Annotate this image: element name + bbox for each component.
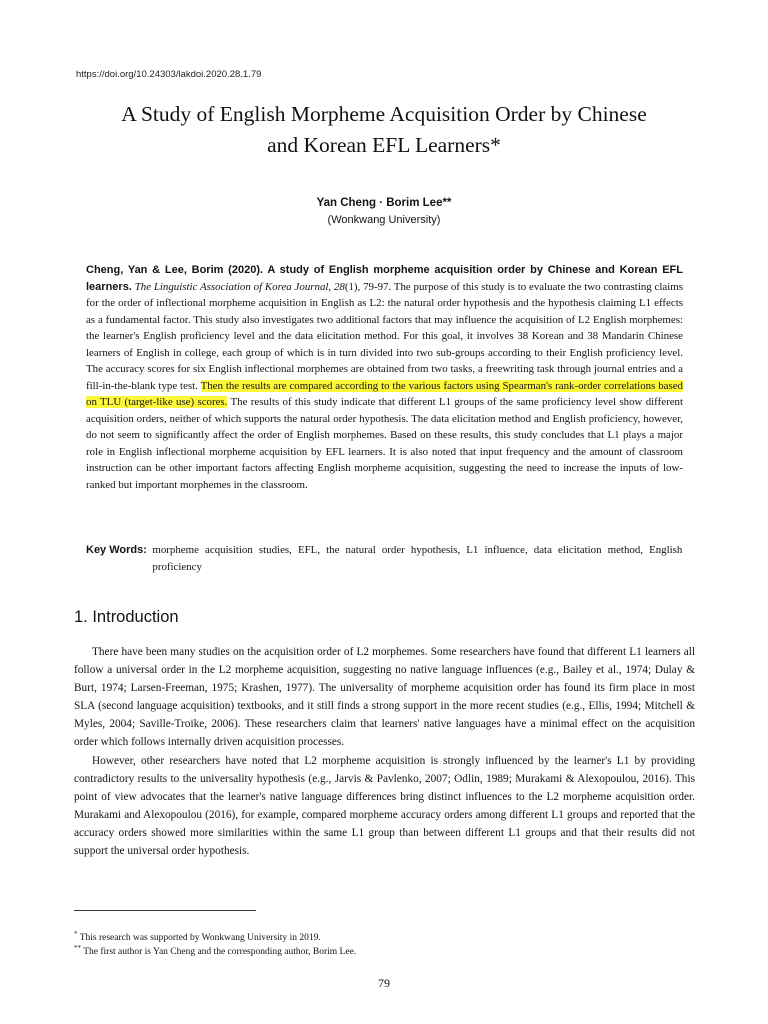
abstract: [86, 262, 683, 493]
footnote-2-mark: **: [74, 944, 81, 952]
paragraph-2: However, other researchers have noted that L2 morpheme acquisition is strongly influenced by the learner's L1 by providing contradictory results to the universality hypothesis (e.g., Jarvis & Pavlenko, 2007; Odlin, 1989; Murakami & Alexopoulou, 2016). This point of view advocates that the learner's native language differences bring distinct influences to the L2 morpheme acquisition order. Murakami and Alexopoulou (2016), for example, compared morpheme accuracy orders among different L1 groups and reported that the accuracy orders showed more similarities within the same L1 group than between different L1 groups and that their results did not support the universal order hypothesis.: [74, 754, 695, 858]
body-text: [74, 643, 695, 860]
journal-issue-pages: (1), 79-97.: [344, 280, 392, 293]
section-heading: 1. Introduction: [74, 608, 179, 626]
footnote-1-text: This research was supported by Wonkwang University in 2019.: [77, 933, 321, 944]
title-line-1: A Study of English Morpheme Acquisition Order by Chinese: [121, 102, 647, 126]
highlighted-sentence: Then the results are compared according to the various factors using Spearman's rank-order correlations based on TLU (target-like use) scores.: [86, 379, 684, 408]
abstract-text-before: The purpose of this study is to evaluate the two contrasting claims for the order of inflectional morpheme acquisition in English as L2: the natural order hypothesis and the hypothesis claiming L1 effects as a fundamental factor. This study also investigates two additional factors that may influence the acquisition of L2 English morphemes: the learner's English proficiency level and the data elicitation method. For this goal, it involves 38 Korean and 38 Mandarin Chinese learners of English in college, each group of which is in turn divided into two sub-groups according to their English proficiency level. The accuracy scores for six English inflectional morphemes are obtained from two tasks, a freewriting task through journal entries and a fill-in-the-blank type test.: [86, 280, 683, 392]
footnote-divider: [74, 910, 256, 911]
author-names: Yan Cheng · Borim Lee**: [316, 197, 452, 209]
abstract-citation: Cheng, Yan & Lee, Borim (2020). A study of English morpheme acquisition order by Chinese and Korean EFL learners.: [86, 264, 683, 293]
title-line-2: and Korean EFL Learners*: [267, 133, 501, 157]
page-number: 79: [378, 976, 390, 990]
journal-name: The Linguistic Association of Korea Journal, 28: [134, 280, 345, 293]
footnote-1-mark: *: [74, 930, 78, 938]
footnote-2: [74, 942, 694, 959]
abstract-text-after: The results of this study indicate that different L1 groups of the same proficiency level show different acquisition orders, neither of which supports the natural order hypothesis. The data elicitation method and English proficiency, however, do not seem to significantly affect the order of English morphemes. Based on these results, this study concludes that L1 plays a major role in English inflectional morpheme acquisition by EFL learners. It is also noted that input frequency and the amount of classroom instruction can be other important factors affecting English morpheme acquisition, suggesting the need to increase the inputs of low-ranked but important morphemes in the classroom.: [86, 396, 684, 491]
paragraph-1: There have been many studies on the acquisition order of L2 morphemes. Some researchers have found that different L1 learners all follow a universal order in the L2 morpheme acquisition, suggesting no native language influences (e.g., Bailey et al., 1974; Dulay & Burt, 1974; Larsen-Freeman, 1975; Krashen, 1977). The universality of morpheme acquisition order has found its firm place in most SLA (second language acquisition) textbooks, and it still finds a strong support in the more recent studies (e.g., Ellis, 1994; Mitchell & Myles, 2004; Saville-Troike, 2006). These researchers claim that learners' native languages have a minimal effect on the acquisition order which follows internally driven acquisition processes.: [74, 646, 695, 749]
author-affiliation: (Wonkwang University): [327, 214, 441, 226]
keywords-text: morpheme acquisition studies, EFL, the natural order hypothesis, L1 influence, data elicitation method, English proficiency: [152, 544, 683, 573]
paper-title: [60, 99, 708, 161]
footnote-2-text: The first author is Yan Cheng and the corresponding author, Borim Lee.: [81, 947, 357, 958]
keywords-label: Key Words:: [86, 544, 147, 556]
doi-link[interactable]: https://doi.org/10.24303/lakdoi.2020.28.1.79: [76, 69, 262, 80]
keywords: [86, 542, 683, 575]
